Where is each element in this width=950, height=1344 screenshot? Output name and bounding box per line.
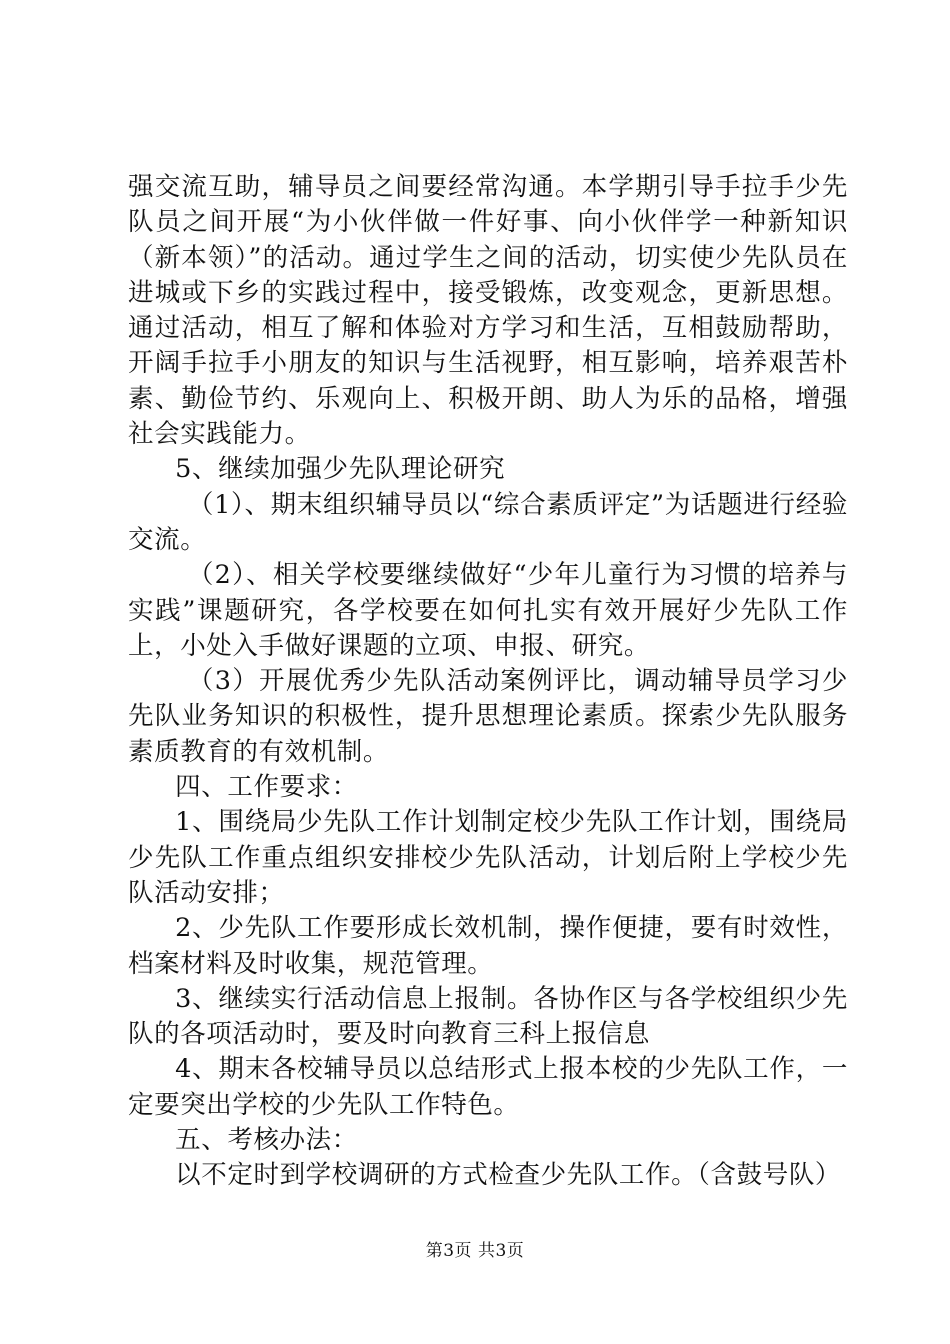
page-footer: 第3页 共3页 — [425, 1241, 525, 1261]
requirement-2: 2、少先队工作要形成长效机制，操作便捷，要有时效性，档案材料及时收集，规范管理。 — [128, 913, 848, 979]
assessment-method: 以不定时到学校调研的方式检查少先队工作。（含鼓号队） — [175, 1160, 842, 1191]
requirement-3: 3、继续实行活动信息上报制。各协作区与各学校组织少先队的各项活动时，要及时向教育三科上报信息 — [128, 983, 848, 1050]
item-case-evaluation: （3）开展优秀少先队活动案例评比，调动辅导员学习少先队业务知识的积极性，提升思想理论素质。探索少先队服务素质教育的有效机制。 — [128, 666, 848, 767]
document-body — [128, 170, 848, 1194]
requirement-4: 4、期末各校辅导员以总结形式上报本校的少先队工作，一定要突出学校的少先队工作特色。 — [128, 1054, 848, 1120]
paragraph-continued-exchange: 强交流互助，辅导员之间要经常沟通。本学期引导手拉手少先队员之间开展“为小伙伴做一件好事、向小伙伴学一种新知识（新本领）”的活动。通过学生之间的活动，切实使少先队员在进城或下乡的实践过程中，接受锻炼，改变观念，更新思想。通过活动，相互了解和体验对方学习和生活，互相鼓励帮助，开阔手拉手小朋友的知识与生活视野，相互影响，培养艰苦朴素、勤俭节约、乐观向上、积极开朗、助人为乐的品格，增强社会实践能力。 — [128, 172, 848, 450]
item-experience-exchange: （1）、期末组织辅导员以“综合素质评定”为话题进行经验交流。 — [128, 489, 848, 555]
heading-theory-research: 5、继续加强少先队理论研究 — [175, 454, 506, 485]
requirement-1: 1、围绕局少先队工作计划制定校少先队工作计划，围绕局少先队工作重点组织安排校少先队活动，计划后附上学校少先队活动安排； — [128, 807, 848, 908]
item-topic-research: （2）、相关学校要继续做好“少年儿童行为习惯的培养与实践”课题研究，各学校要在如何扎实有效开展好少先队工作上，小处入手做好课题的立项、申报、研究。 — [128, 560, 848, 661]
heading-work-requirements: 四、工作要求： — [175, 772, 358, 803]
heading-assessment: 五、考核办法： — [175, 1125, 358, 1156]
